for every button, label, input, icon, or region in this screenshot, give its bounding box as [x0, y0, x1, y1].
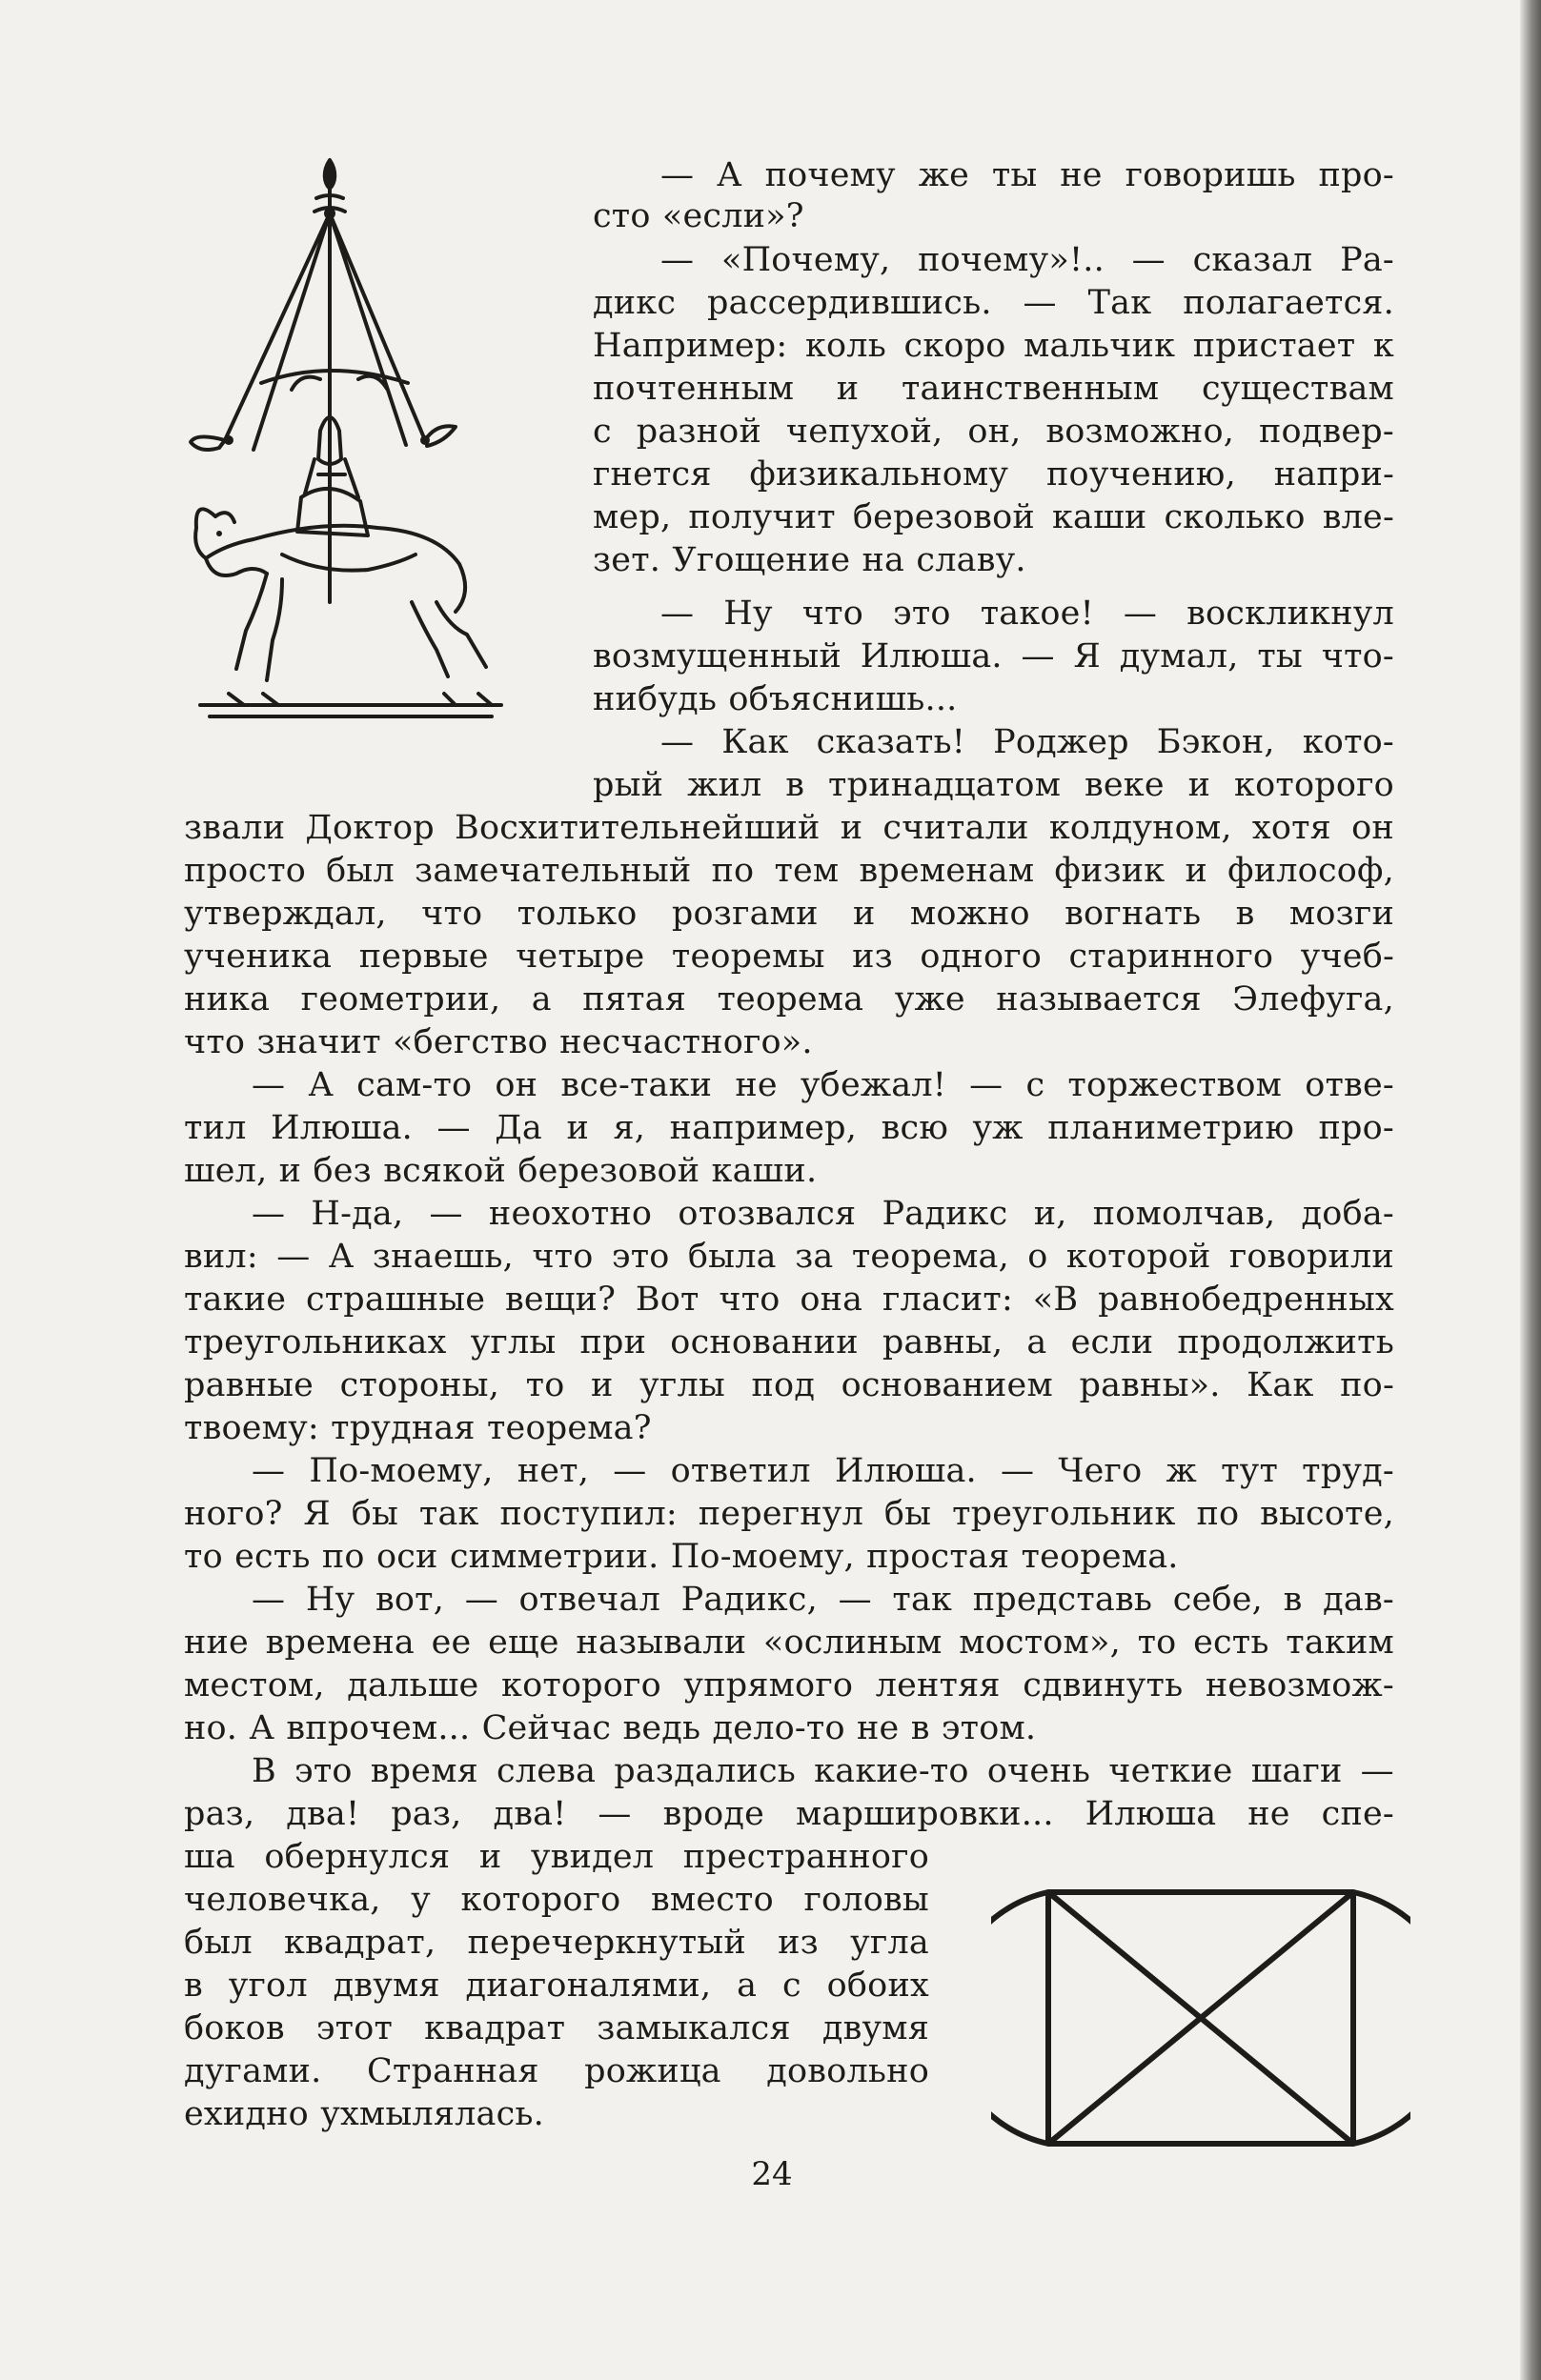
- text-line: Например: коль скоро мальчик пристает к: [593, 327, 1394, 365]
- text-line: человечка, у которого вместо головы: [184, 1881, 929, 1919]
- text-line: — «Почему, почему»!.. — сказал Ра-: [660, 241, 1394, 279]
- text-line: просто был замечательный по тем временам физик и философ,: [184, 852, 1394, 890]
- text-line: тил Илюша. — Да и я, например, всю уж планиметрию про-: [184, 1109, 1394, 1147]
- text-line: раз, два! раз, два! — вроде маршировки... Илюша не спе-: [184, 1795, 1394, 1833]
- text-line: ние времена ее еще называли «ослиным мостом», то есть таким: [184, 1624, 1394, 1662]
- text-line: ша обернулся и увидел престранного: [184, 1838, 929, 1876]
- text-line: утверждал, что только розгами и можно вогнать в мозги: [184, 895, 1394, 933]
- text-line: зет. Угощение на славу.: [593, 541, 1026, 579]
- text-line: — Ну вот, — отвечал Радикс, — так представь себе, в дав-: [252, 1581, 1394, 1619]
- text-line: звали Доктор Восхитительнейший и считали колдуном, хотя он: [184, 809, 1394, 847]
- text-line: — А сам-то он все-таки не убежал! — с торжеством отве-: [252, 1066, 1394, 1104]
- text-line: — По-моему, нет, — ответил Илюша. — Чего ж тут труд-: [252, 1452, 1394, 1490]
- text-line: боков этот квадрат замыкался двумя: [184, 2009, 929, 2047]
- text-line: рый жил в тринадцатом веке и которого: [593, 766, 1394, 804]
- text-line: сто «если»?: [593, 197, 804, 235]
- text-line: мер, получит березовой каши сколько вле-: [593, 498, 1394, 536]
- text-line: ехидно ухмылялась.: [184, 2095, 544, 2133]
- text-line: — Ну что это такое! — воскликнул: [660, 595, 1394, 633]
- donkey-rider-illustration: [187, 154, 516, 721]
- square-head-figure-diagram: [991, 1889, 1410, 2147]
- text-line: местом, дальше которого упрямого лентяя сдвинуть невозмож-: [184, 1666, 1394, 1704]
- text-line: треугольниках углы при основании равны, а если продолжить: [184, 1323, 1394, 1361]
- text-line: с разной чепухой, он, возможно, подвер-: [593, 413, 1394, 451]
- text-line: был квадрат, перечеркнутый из угла: [184, 1924, 929, 1962]
- text-line: то есть по оси симметрии. По-моему, простая теорема.: [184, 1538, 1179, 1576]
- text-line: — А почему же ты не говоришь про-: [660, 156, 1394, 194]
- text-line: дикс рассердившись. — Так полагается.: [593, 284, 1394, 322]
- text-line: почтенным и таинственным существам: [593, 370, 1394, 408]
- text-line: нибудь объяснишь...: [593, 680, 958, 718]
- text-line: ученика первые четыре теоремы из одного старинного учеб-: [184, 938, 1394, 976]
- text-line: — Н-да, — неохотно отозвался Радикс и, помолчав, доба-: [252, 1195, 1394, 1233]
- text-line: равные стороны, то и углы под основанием равны». Как по-: [184, 1366, 1394, 1404]
- text-line: шел, и без всякой березовой каши.: [184, 1152, 818, 1190]
- page-edge-shadow: [1520, 0, 1541, 2380]
- text-line: возмущенный Илюша. — Я думал, ты что-: [593, 637, 1394, 676]
- text-line: ника геометрии, а пятая теорема уже называется Элефуга,: [184, 980, 1394, 1019]
- text-line: ного? Я бы так поступил: перегнул бы треугольник по высоте,: [184, 1495, 1394, 1533]
- text-line: но. А впрочем... Сейчас ведь дело-то не в этом.: [184, 1709, 1037, 1747]
- text-line: дугами. Странная рожица довольно: [184, 2052, 929, 2090]
- text-line: В это время слева раздались какие-то очень четкие шаги —: [252, 1752, 1394, 1790]
- page-number: 24: [751, 2155, 793, 2193]
- text-line: вил: — А знаешь, что это была за теорема, о которой говорили: [184, 1238, 1394, 1276]
- text-line: что значит «бегство несчастного».: [184, 1023, 813, 1061]
- text-line: в угол двумя диагоналями, а с обоих: [184, 1967, 929, 2005]
- text-line: такие страшные вещи? Вот что она гласит: «В равнобедренных: [184, 1281, 1394, 1319]
- text-line: — Как сказать! Роджер Бэкон, кото-: [660, 723, 1394, 761]
- text-line: гнется физикальному поучению, напри-: [593, 455, 1394, 494]
- text-line: твоему: трудная теорема?: [184, 1409, 652, 1447]
